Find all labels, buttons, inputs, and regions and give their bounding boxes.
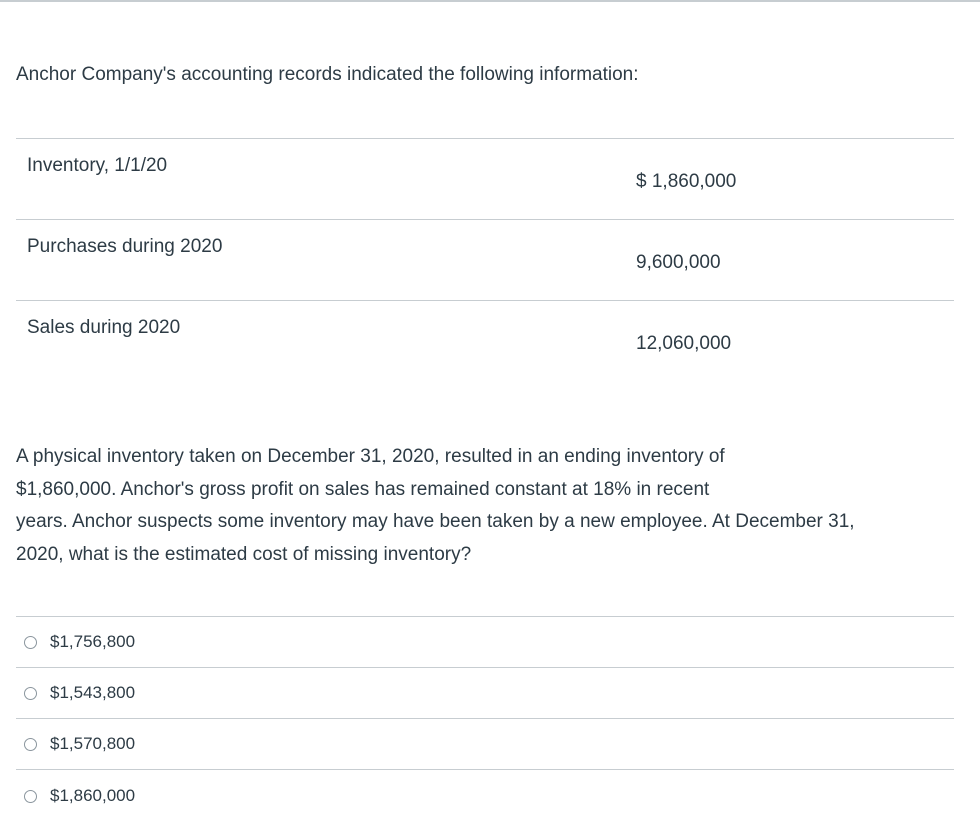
info-value: 9,600,000 — [636, 252, 721, 273]
info-row-purchases — [16, 219, 954, 300]
answer-label: $1,570,800 — [50, 734, 136, 753]
info-label: Sales during 2020 — [27, 317, 181, 338]
answer-label: $1,860,000 — [50, 786, 136, 805]
question-line: $1,860,000. Anchor's gross profit on sales has remained constant at 18% in recent — [16, 478, 710, 500]
answer-option-3[interactable] — [16, 718, 954, 769]
radio-button[interactable] — [24, 687, 37, 700]
answer-label: $1,543,800 — [50, 683, 136, 702]
info-row-sales — [16, 300, 954, 381]
top-divider — [0, 0, 980, 2]
answer-label: $1,756,800 — [50, 632, 136, 651]
radio-button[interactable] — [24, 636, 37, 649]
answer-option-4[interactable] — [16, 769, 954, 822]
info-value: 12,060,000 — [636, 333, 732, 354]
answer-option-2[interactable] — [16, 667, 954, 718]
info-label: Inventory, 1/1/20 — [27, 155, 168, 176]
answer-option-1[interactable] — [16, 616, 954, 667]
question-intro: Anchor Company's accounting records indicated the following information: — [16, 64, 639, 85]
info-value: $ 1,860,000 — [636, 171, 737, 192]
question-line: years. Anchor suspects some inventory may have been taken by a new employee. At December 31, — [16, 511, 855, 532]
question-line: A physical inventory taken on December 31, 2020, resulted in an ending inventory of — [16, 446, 725, 467]
info-label: Purchases during 2020 — [27, 236, 223, 257]
question-text — [16, 441, 946, 571]
radio-button[interactable] — [24, 790, 37, 803]
question-line: 2020, what is the estimated cost of missing inventory? — [16, 543, 472, 565]
info-row-inventory — [16, 138, 954, 219]
answer-options — [16, 616, 954, 822]
radio-button[interactable] — [24, 738, 37, 751]
info-table — [16, 138, 954, 381]
